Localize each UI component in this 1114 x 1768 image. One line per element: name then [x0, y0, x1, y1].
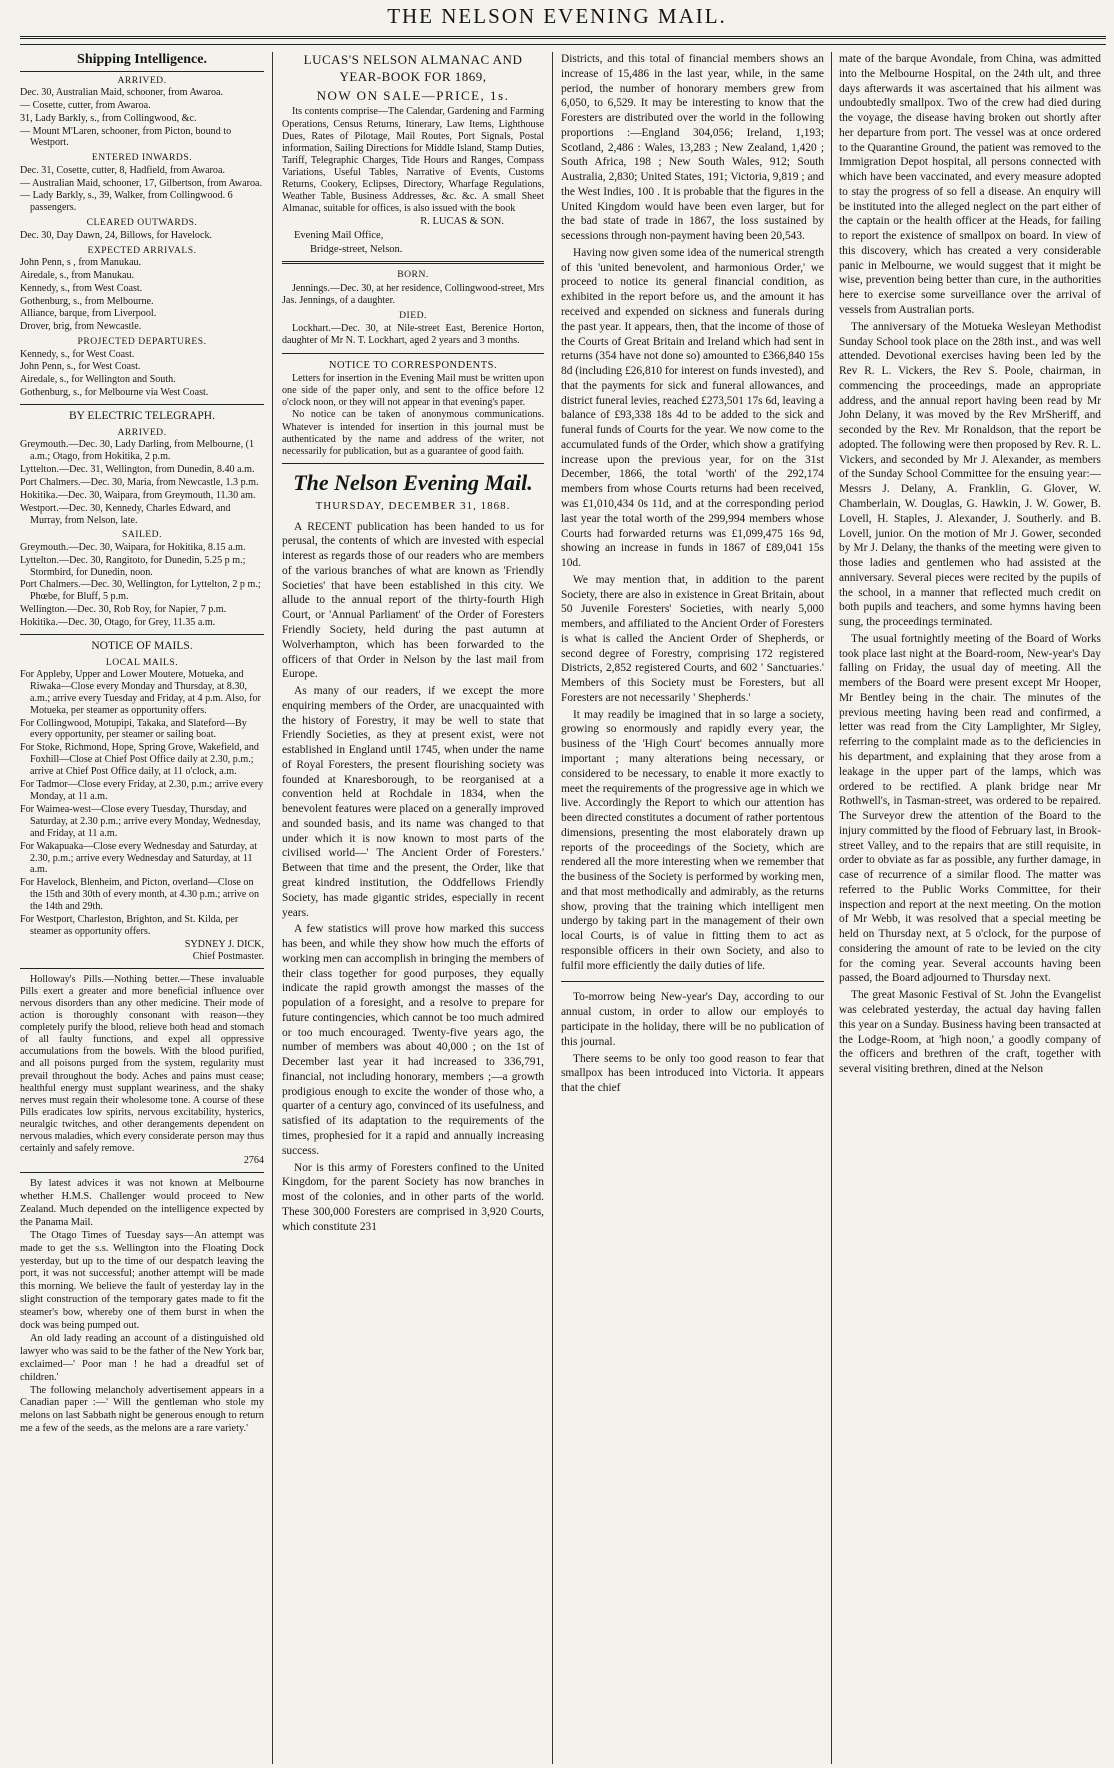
list-item: Kennedy, s., for West Coast. [20, 348, 135, 360]
news-paragraph: The Otago Times of Tuesday says—An attempt was made to get the s.s. Wellington into the Floating Dock yesterday, but up to the time of our despatch leaving the port, it was not successful; another attempt will be made this morning. We believe the fault of yesterday lay in the slight construction of the temporary gates made to fit the steamer's bow, whereby one of them burst in when the dock was being pumped out. [20, 1229, 264, 1332]
list-item: Airedale, s., for Wellington and South. [20, 374, 176, 386]
article-paragraph: Nor is this army of Foresters confined to the United Kingdom, for the parent Society has now branches in most of the colonies, and in other parts of the world. These 300,000 Foresters are comprised in 3,920 Courts, which constitute 231 [282, 1161, 544, 1233]
column-2 [282, 52, 544, 1764]
list-item: Lyttelton.—Dec. 30, Rangitoto, for Dunedin, 5.25 p m.; Stormbird, for Dunedin, noon. [20, 554, 246, 578]
news-paragraph: The usual fortnightly meeting of the Board of Works took place last night at the Board-room, New-year's Day falling on Friday, the usual day of meeting. All the members of the Board were present except Mr Hooper, Mr Bentley being in the chair. The minutes of the previous meeting having been read and confirmed, a letter was read from the City Lamplighter, Mr Sigley, referring to the complaint made as to the deficiencies in his department, and explaining that they arose from a leakage in the upper part of the lamps, which was ordered to be rectified. A plank bridge near Mr Rothwell's, in Tasman-street, was ordered to be repaired. The Surveyor drew the attention of the Board to the injury committed by the flood of February last, in Brook-street Valley, and to the repairs that are still requisite, in order to obviate as far as possible, any further damage, in case of recurrence of a similar flood. The matter was referred to the Public Works Committee, for their inspection and report at the next meeting. On the motion of Mr Webb, it was resolved that a special meeting be held on Thursday next, at 5 o'clock, for the purpose of considering the amount of rate to be levied on the city for the coming year. Several accounts having been passed, the Board adjourned to Thursday next. [839, 632, 1101, 985]
postmaster-title: Chief Postmaster. [192, 950, 264, 962]
projected-list [20, 349, 264, 400]
almanac-office: Evening Mail Office, [294, 230, 384, 242]
column-4 [839, 52, 1101, 1764]
born-notice: Jennings.—Dec. 30, at her residence, Collingwood-street, Mrs Jas. Jennings, of a daughter. [282, 282, 544, 306]
news-paragraph: To-morrow being New-year's Day, according to our annual custom, in order to allow our employés to participate in the holiday, there will be no publication of this journal. [561, 991, 824, 1048]
list-item: Greymouth.—Dec. 30, Lady Darling, from Melbourne, (1 a.m.; Otago, from Hokitika, 2 p.m. [20, 439, 255, 462]
list-item: Kennedy, s., from West Coast. [20, 282, 143, 294]
list-item: Hokitika.—Dec. 30, Otago, for Grey, 11.35 a.m. [20, 617, 216, 629]
list-item: Port Chalmers.—Dec. 30, Maria, from Newcastle, 1.3 p.m. [20, 476, 259, 488]
telegraph-arrived-list [20, 439, 264, 526]
column-1 [20, 52, 264, 1764]
section-subhead: LOCAL MAILS. [105, 656, 179, 668]
divider [20, 404, 264, 405]
column-separator [552, 52, 553, 1764]
news-paragraph: There seems to be only too good reason to fear that smallpox has been introduced into Victoria. It appears that the chief [561, 1052, 824, 1095]
article-paragraph: We may mention that, in addition to the parent Society, there are also in existence in Great Britain, about 50 Juvenile Foresters' Societies, with nearly 5,000 members, and affiliated to the Ancient Order of Foresters is what is called the Ancient Order of Shepherds, or second degree of Forestry, comprising 172 registered Districts, 2,852 registered Courts, and 602 ' Sanctuaries.' Members of this Society must be Foresters, but all Foresters are not necessarily ' Shepherds.' [561, 573, 824, 704]
entered-list [20, 165, 264, 215]
list-item: Drover, brig, from Newcastle. [20, 321, 142, 333]
divider [20, 1172, 264, 1173]
news-paragraph: By latest advices it was not known at Melbourne whether H.M.S. Challenger would proceed to New Zealand. Much depended on the intelligence expected by the Panama Mail. [20, 1178, 264, 1228]
list-item: — Lady Barkly, s., 39, Walker, from Collingwood. 6 passengers. [20, 190, 233, 214]
list-item: For Waimea-west—Close every Tuesday, Thursday, and Saturday, at 2.30 p.m.; arrive every Monday, Wednesday, and Friday, at 11 a.m. [20, 803, 261, 839]
column-3 [561, 52, 824, 1764]
list-item: John Penn, s., for West Coast. [20, 361, 141, 373]
section-subhead: EXPECTED ARRIVALS. [87, 244, 197, 256]
news-paragraph: mate of the barque Avondale, from China, was admitted into the Melbourne Hospital, on the 24th ult, and three days afterwards it was ascertained that his ailment was undoubtedly smallpox. Two of the crew had died during the voyage, the disease having broken out shortly after her departure from port. The vessel was at once ordered to the Quarantine Ground, the patient was removed to the Immigration Depot hospital, all persons connected with which have been vaccinated, and every measure adopted to stay the progress of so fell a disease. An enquiry will be instituted into the alleged neglect on the part either of the captain or the health officer at the Heads, for failing to report the existence of smallpox on board. In view of this discovery, which has created a very considerable panic in Melbourne, we would suggest that it might be wise, prevention being better than cure, in the authorities here to exercise some surveillance over the arrival of vessels from Australian ports. [839, 53, 1101, 317]
advert-number: 2764 [243, 1155, 264, 1167]
list-item: — Australian Maid, schooner, 17, Gilbertson, from Awaroa. [20, 177, 262, 189]
paper-title: The Nelson Evening Mail. [293, 469, 533, 495]
list-item: For Stoke, Richmond, Hope, Spring Grove, Wakefield, and Foxhill—Close at Chief Post Office daily at 2.30, p.m.; arrive at Chief Post Office daily, at 11 o'clock, a.m. [20, 742, 259, 778]
almanac-title: LUCAS'S NELSON ALMANAC AND YEAR-BOOK FOR 1869, [303, 52, 523, 84]
divider [282, 353, 544, 354]
holloway-advert: Holloway's Pills.—Nothing better.—These invaluable Pills exert a greater and more beneficial influence over nervous disorders than any other medicine. Their mode of action is thoroughly consonant with reason—they completely purify the blood, relieve both head and stomach of all faulty functions, and expel all oppressive accumulations from the bowels. With the blood purified, and all poisons purged from the system, regularity must prevail throughout the body. Aches and pains must cease; healthful energy must supplant weariness, and the shaky nerves must regain their wholesome tone. A course of these Pills eradicates low spirits, nervous excitability, hysterics, neuralgic twitches, and other derangements dependent on nervous maladies, which every considerate person may thus certainly and safely remove. [20, 973, 264, 1155]
article-paragraph: Districts, and this total of financial members shows an increase of 15,486 in the last year, while, in the same period, the number of honorary members grew from 6,050, to 6,529. It may be interesting to know that the Foresters are distributed over the world in the following proportions :—England 304,056; Ireland, 1,193; Scotland, 2,486 : Wales, 13,283 ; New Zealand, 1,420 ; South Africa, 198 ; New South Wales, 912; South Australia, 2,830; United States, 191; Victoria, 9,819 ; and the West Indies, 100 . It is probable that the figures in the United Kingdom would have been even larger, but for the bad state of trade in 1867, the loss sustained by secessions through non-payment having been 20,543. [561, 53, 824, 243]
almanac-street: Bridge-street, Nelson. [310, 243, 403, 255]
article-paragraph: Having now given some idea of the numerical strength of this 'united benevolent, and harmonious Order,' we proceed to notice its general financial condition, as exhibited in the report before us, and the amount it has received and expended on sickness and funerals during the past year. It appears, then, that the income of those of the Courts of Great Britain and Ireland which had sent in returns (354 have not done so) amounted to £366,840 15s 8d (including £26,810 for interest on funds invested), and that the payments for sick and funeral allowances, and district funeral levies, reached £273,501 17s 6d, leaving a balance of £93,338 18s 4d to be added to the sick and funeral funds of Courts for the year. We now come to the accumulated funds of the Order, which show a gratifying increase upon the previous year, for on the 31st December, 1866, the total 'worth' of the 292,174 members from whose Courts returns had been received, was £1,010,434 0s 11d, and at the corresponding period last year the total worth of the 299,994 members whose Courts had forwarded returns was £1,099,475 16s 9d, showing an increase in funds in 1867 of £89,041 15s 10d. [561, 246, 824, 570]
section-subhead: ENTERED INWARDS. [91, 152, 193, 164]
list-item: Greymouth.—Dec. 30, Waipara, for Hokitika, 8.15 a.m. [20, 541, 246, 553]
section-subhead: SAILED. [121, 529, 162, 541]
article-paragraph: A few statistics will prove how marked this success has been, and while they show how much the efforts of working men can accomplish in bringing the members of their class together for good purposes, they equally indicate the rapid growth amongst the masses of the population of a foresight, and a resolve to prepare for future contingencies, which cannot be too much admired or too much encouraged. Twenty-five years ago, the number of members was about 40,000 ; on the 1st of December last year it had increased to 336,791, financial, not including honorary, members ;—a growth prodigious enough to excite the wonder of those who, a quarter of a century ago, convinced of its usefulness, and satisfied of its adaptation to the requirements of the times, prophesied for it a rapid and annually increasing success. [282, 923, 544, 1157]
list-item: For Wakapuaka—Close every Wednesday and Saturday, at 2.30, p.m.; arrive every Wednesday and Saturday, at 11 a.m. [20, 840, 258, 876]
column-separator [272, 52, 273, 1764]
list-item: Airedale, s., from Manukau. [20, 269, 135, 281]
list-item: For Appleby, Upper and Lower Moutere, Motueka, and Riwaka—Close every Monday and Thursday, at 8.30, a.m.; arrive every Tuesday and Friday, at 4 p.m. Also, for Motueka, per steamer as opportunity offers. [20, 668, 261, 716]
list-item: Dec. 30, Day Dawn, 24, Billows, for Havelock. [20, 229, 213, 241]
almanac-sale: NOW ON SALE—PRICE, 1s. [316, 87, 510, 103]
telegraph-heading: BY ELECTRIC TELEGRAPH. [69, 410, 215, 423]
divider [20, 968, 264, 969]
news-paragraph: An old lady reading an account of a distinguished old lawyer who was said to be the father of the New York bar, exclaimed—' Poor man ! he had a dreadful set of children.' [20, 1332, 264, 1383]
column-separator [831, 52, 832, 1764]
article-paragraph: As many of our readers, if we except the more enquiring members of the Order, are unacquainted with the history of Forestry, it may be well to state that Friendly Societies, as they at present exist, were not established in England until 1745, when under the name of Royal Foresters, the present flourishing society was founded at Knaresborough, to be reorganised at a convention held at Rochdale in 1834, when the benevolent features were placed on a generally improved and sounded basis, and its name was changed to that under which it is now known to most parts of the civilised world—' The Ancient Order of Foresters.' Between that time and the present, the Order, like that great kindred institution, the Oddfellows Friendly Society, has made gigantic strides, especially in recent years. [282, 685, 544, 919]
list-item: — Cosette, cutter, from Awaroa. [20, 99, 151, 111]
divider [282, 261, 544, 264]
list-item: Wellington.—Dec. 30, Rob Roy, for Napier, 7 p.m. [20, 604, 227, 616]
masthead-rule-thin [20, 44, 1106, 45]
mails-list [20, 669, 264, 938]
list-item: Dec. 31, Cosette, cutter, 8, Hadfield, from Awaroa. [20, 164, 225, 176]
section-subhead: ARRIVED. [117, 74, 167, 86]
list-item: Alliance, barque, from Liverpool. [20, 308, 157, 320]
correspondents-heading: NOTICE TO CORRESPONDENTS. [328, 359, 498, 371]
list-item: For Westport, Charleston, Brighton, and St. Kilda, per steamer as opportunity offers. [20, 914, 239, 937]
mails-heading: NOTICE OF MAILS. [91, 640, 193, 653]
postmaster-signature: SYDNEY J. DICK, [184, 938, 264, 950]
expected-list [20, 257, 264, 333]
almanac-signature: R. LUCAS & SON. [420, 216, 504, 228]
list-item: For Collingwood, Motupipi, Takaka, and Slateford—By every opportunity, per steamer or sailing boat. [20, 717, 247, 741]
list-item: Gothenburg, s., from Melbourne. [20, 295, 154, 307]
list-item: 31, Lady Barkly, s., from Collingwood, &c. [20, 112, 197, 124]
divider [282, 463, 544, 464]
list-item: For Tadmor—Close every Friday, at 2.30, p.m.; arrive every Monday, at 11 a.m. [20, 779, 264, 803]
article-paragraph: It may readily be imagined that in so large a society, growing so enormously and rapidly every year, the business of the 'High Court' becomes annually more important ; many alterations being necessary, or considered to be necessary, to enable it more exactly to meet the requirements of the progressive age in which we live. Accordingly the Report to which our attention has been directed constitutes a document of rather portentous dimensions, presenting the most elaborately drawn up reports of the proceedings of the Society, which are rendered all the more interesting when we remember that the business of the Society is performed by working men, and that most methodically and admirably, as the returns show, proving that the training which intelligent men undergo by taking part in the management of their own local Courts, is of value in fitting them to act as responsible officers in their own Society, and also to fulfil more efficiently the daily duties of life. [561, 708, 824, 972]
list-item: Westport.—Dec. 30, Kennedy, Charles Edward, and Murray, from Nelson, late. [20, 502, 231, 526]
divider [20, 634, 264, 635]
news-paragraph: The anniversary of the Motueka Wesleyan Methodist Sunday School took place on the 28th inst., and was well attended. Devotional exercises having been led by the Rev R. L. Vickers, the Rev S. Poole, chairman, in commencing the proceedings, made an appropriate address, and the annual report having been read by Mr John Delany, it was moved by the Rev MrSheriff, and seconded by the Rev. Mr Ronaldson, that the report be adopted. The following were then proposed by Rev. R. L. Vickers, and seconded by Mr J. Alexander, as members of the Sunday School Committee for the ensuing year:—Messrs J. Delany, A. Franklin, G. Glover, W. Chamberlain, W. Douglas, G. Hawkin, J. W. Gower, B. Lovell, H. Staples, J. Alexander, J. Southerly. and B. Lovell, junior. On the motion of Mr J. Gower, seconded by Mr J. Delany, the thanks of the meeting were given to those ladies and gentlemen who had assisted at the anniversary. Several pieces were recited by the pupils of the school, in a manner that reflected much credit on both pupils and teachers, and some hymns having been sung, the proceedings terminated. [839, 320, 1101, 629]
arrived-list [20, 87, 264, 150]
section-subhead: ARRIVED. [117, 426, 167, 438]
list-item: Dec. 30, Australian Maid, schooner, from Awaroa. [20, 86, 224, 98]
died-notice: Lockhart.—Dec. 30, at Nile-street East, Berenice Horton, daughter of Mr N. T. Lockhart, aged 2 years and 3 months. [282, 323, 544, 347]
correspondents-notice: No notice can be taken of anonymous communications. Whatever is intended for insertion in this journal must be authenticated by the name and address of the writer, not necessarily for publication, but as a guarantee of good faith. [282, 409, 544, 457]
list-item: — Mount M'Laren, schooner, from Picton, bound to Westport. [20, 125, 232, 149]
list-item: Gothenburg, s., for Melbourne via West Coast. [20, 387, 209, 399]
died-heading: DIED. [399, 309, 427, 321]
list-item: John Penn, s , from Manukau. [20, 256, 142, 268]
news-paragraph: The following melancholy advertisement appears in a Canadian paper :—' Will the gentleman who stole my melons on last Sabbath night be generous enough to return me a few of the seeds, as the melons are a rare variety.' [20, 1384, 264, 1435]
telegraph-sailed-list [20, 542, 264, 629]
section-subhead: CLEARED OUTWARDS. [86, 217, 198, 229]
dateline: THURSDAY, DECEMBER 31, 1868. [315, 500, 511, 513]
born-heading: BORN. [397, 269, 429, 281]
divider [561, 981, 824, 982]
list-item: Port Chalmers.—Dec. 30, Wellington, for Lyttelton, 2 p m.; Phœbe, for Bluff, 5 p.m. [20, 579, 261, 603]
list-item: Lyttelton.—Dec. 31, Wellington, from Dunedin, 8.40 a.m. [20, 463, 255, 475]
news-paragraph: The great Masonic Festival of St. John the Evangelist was celebrated yesterday, the actual day having fallen this year on a Sunday. Business having been transacted at the Lodge-Room, at 'high noon,' a goodly company of the officers and brethren of the craft, together with several visiting brethren, dined at the Nelson [839, 989, 1101, 1076]
masthead-rule [20, 36, 1106, 39]
almanac-body: Its contents comprise—The Calendar, Gardening and Farming Operations, Census Returns, Itinerary, Law Items, Lighthouse Dues, Rates of Pilotage, Mail Routes, Port Signals, Postal information, Sailing Directions for Middle Island, Stamp Duties, Tariff, Telegraphic Charges, Tide Hours and Ranges, Compass Variations, Useful Tables, Narrative of Events, Customs Returns, Cookery, Eclipses, Directory, Wharfage Regulations, Weather Table, Business Addresses, &c. &c. A small Sheet Almanac, suitable for offices, is also issued with the book [282, 106, 544, 215]
correspondents-notice: Letters for insertion in the Evening Mail must be written upon one side of the paper only, and sent to the office before 12 o'clock noon, or they will not appear in that evening's paper. [282, 373, 544, 409]
article-paragraph: A RECENT publication has been handed to us for perusal, the contents of which are invested with especial interest as regards those of our readers who are members of the various branches of what are known as 'Friendly Societies' that have been established in this city. We allude to the annual report of the thirty-fourth High Court, or 'Annual Parliament' of the Order of Foresters Friendly Society, held during the past autumn at Wolverhampton, which has been forwarded to the officers of that Order in Nelson by the last mail from Europe. [282, 520, 544, 681]
shipping-title: Shipping Intelligence. [20, 52, 264, 72]
masthead: THE NELSON EVENING MAIL. [387, 4, 727, 28]
section-subhead: PROJECTED DEPARTURES. [77, 336, 207, 348]
list-item: For Havelock, Blenheim, and Picton, overland—Close on the 15th and 30th of every month, at 4.30 p.m.; arrive on the 14th and 29th. [20, 877, 260, 913]
list-item: Hokitika.—Dec. 30, Waipara, from Greymouth, 11.30 am. [20, 489, 256, 501]
